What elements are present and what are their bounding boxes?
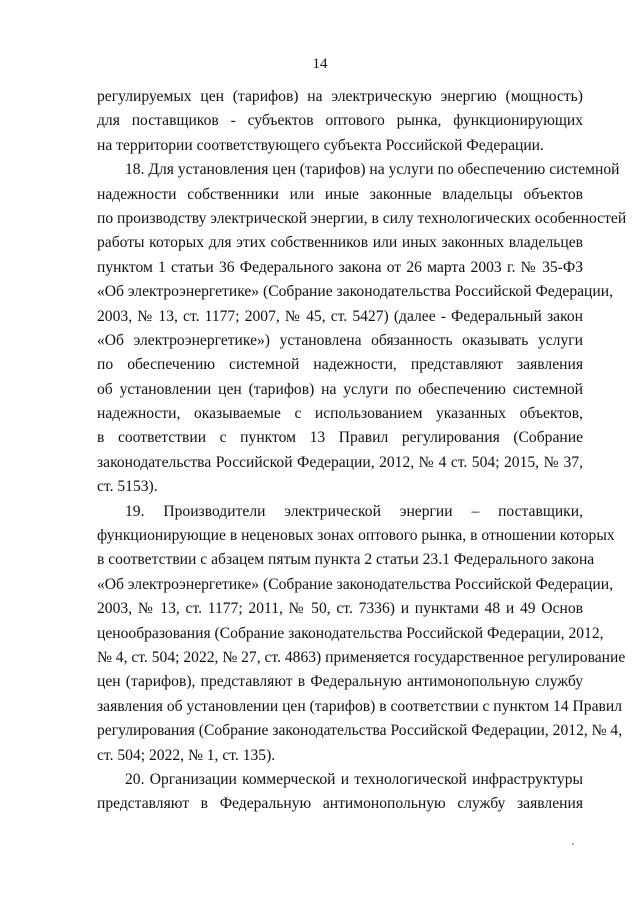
text-line: об установлении цен (тарифов) на услуги по обеспечению системной (97, 380, 583, 398)
text-line: на территории соответствующего субъекта Российской Федерации. (97, 136, 544, 154)
text-line: 2003, № 13, ст. 1177; 2011, № 50, ст. 7336) и пунктами 48 и 49 Основ (97, 600, 583, 618)
text-line: регулирования (Собрание законодательства Российской Федерации, 2012, № 4, (97, 722, 623, 740)
paragraph-continuation (97, 85, 583, 158)
text-line: 19. Производители электрической энергии – поставщики, (125, 502, 583, 520)
text-line: в соответствии с абзацем пятым пункта 2 статьи 23.1 Федерального закона (97, 551, 595, 569)
text-line: «Об электроэнергетике» (Собрание законодательства Российской Федерации, (97, 283, 613, 301)
text-line: «Об электроэнергетике» (Собрание законодательства Российской Федерации, (97, 575, 613, 593)
text-line: 2003, № 13, ст. 1177; 2007, № 45, ст. 5427) (далее - Федеральный закон (97, 307, 583, 325)
text-line: по обеспечению системной надежности, представляют заявления (97, 356, 583, 374)
text-line: ценообразования (Собрание законодательства Российской Федерации, 2012, (97, 624, 604, 642)
text-line: функционирующие в неценовых зонах оптового рынка, в отношении которых (97, 527, 615, 545)
paragraph-18 (97, 158, 627, 499)
text-line: представляют в Федеральную антимонопольную службу заявления (97, 795, 583, 813)
text-line: ст. 5153). (97, 478, 158, 496)
text-line: надежности собственники или иные законные владельцы объектов (97, 185, 583, 203)
document-body (97, 85, 627, 817)
paragraph-20 (97, 768, 583, 817)
page-number: 14 (312, 56, 328, 72)
text-line: цен (тарифов), представляют в Федеральную антимонопольную службу (97, 673, 583, 691)
text-line: законодательства Российской Федерации, 2012, № 4 ст. 504; 2015, № 37, (97, 453, 583, 471)
text-line: «Об электроэнергетике») установлена обязанность оказывать услуги (97, 331, 583, 349)
text-line: № 4, ст. 504; 2022, № 27, ст. 4863) применяется государственное регулирование (97, 648, 626, 666)
text-line: ст. 504; 2022, № 1, ст. 135). (97, 746, 276, 764)
text-line: регулируемых цен (тарифов) на электрическую энергию (мощность) (97, 88, 583, 105)
text-line: пунктом 1 статьи 36 Федерального закона от 26 марта 2003 г. № 35-ФЗ (97, 258, 583, 276)
text-line: 18. Для установления цен (тарифов) на услуги по обеспечению системной (125, 161, 620, 179)
text-line: по производству электрической энергии, в силу технологических особенностей (97, 209, 627, 227)
text-line: надежности, оказываемые с использованием указанных объектов, (97, 405, 583, 423)
text-line: в соответствии с пунктом 13 Правил регулирования (Собрание (97, 429, 583, 447)
paragraph-19 (97, 500, 626, 768)
scan-speck (572, 843, 574, 845)
text-line: работы которых для этих собственников или иных законных владельцев (97, 234, 583, 252)
text-line: для поставщиков - субъектов оптового рынка, функционирующих (97, 112, 583, 130)
text-line: 20. Организации коммерческой и технологической инфраструктуры (125, 770, 583, 788)
text-line: заявления об установлении цен (тарифов) в соответствии с пунктом 14 Правил (97, 697, 622, 715)
